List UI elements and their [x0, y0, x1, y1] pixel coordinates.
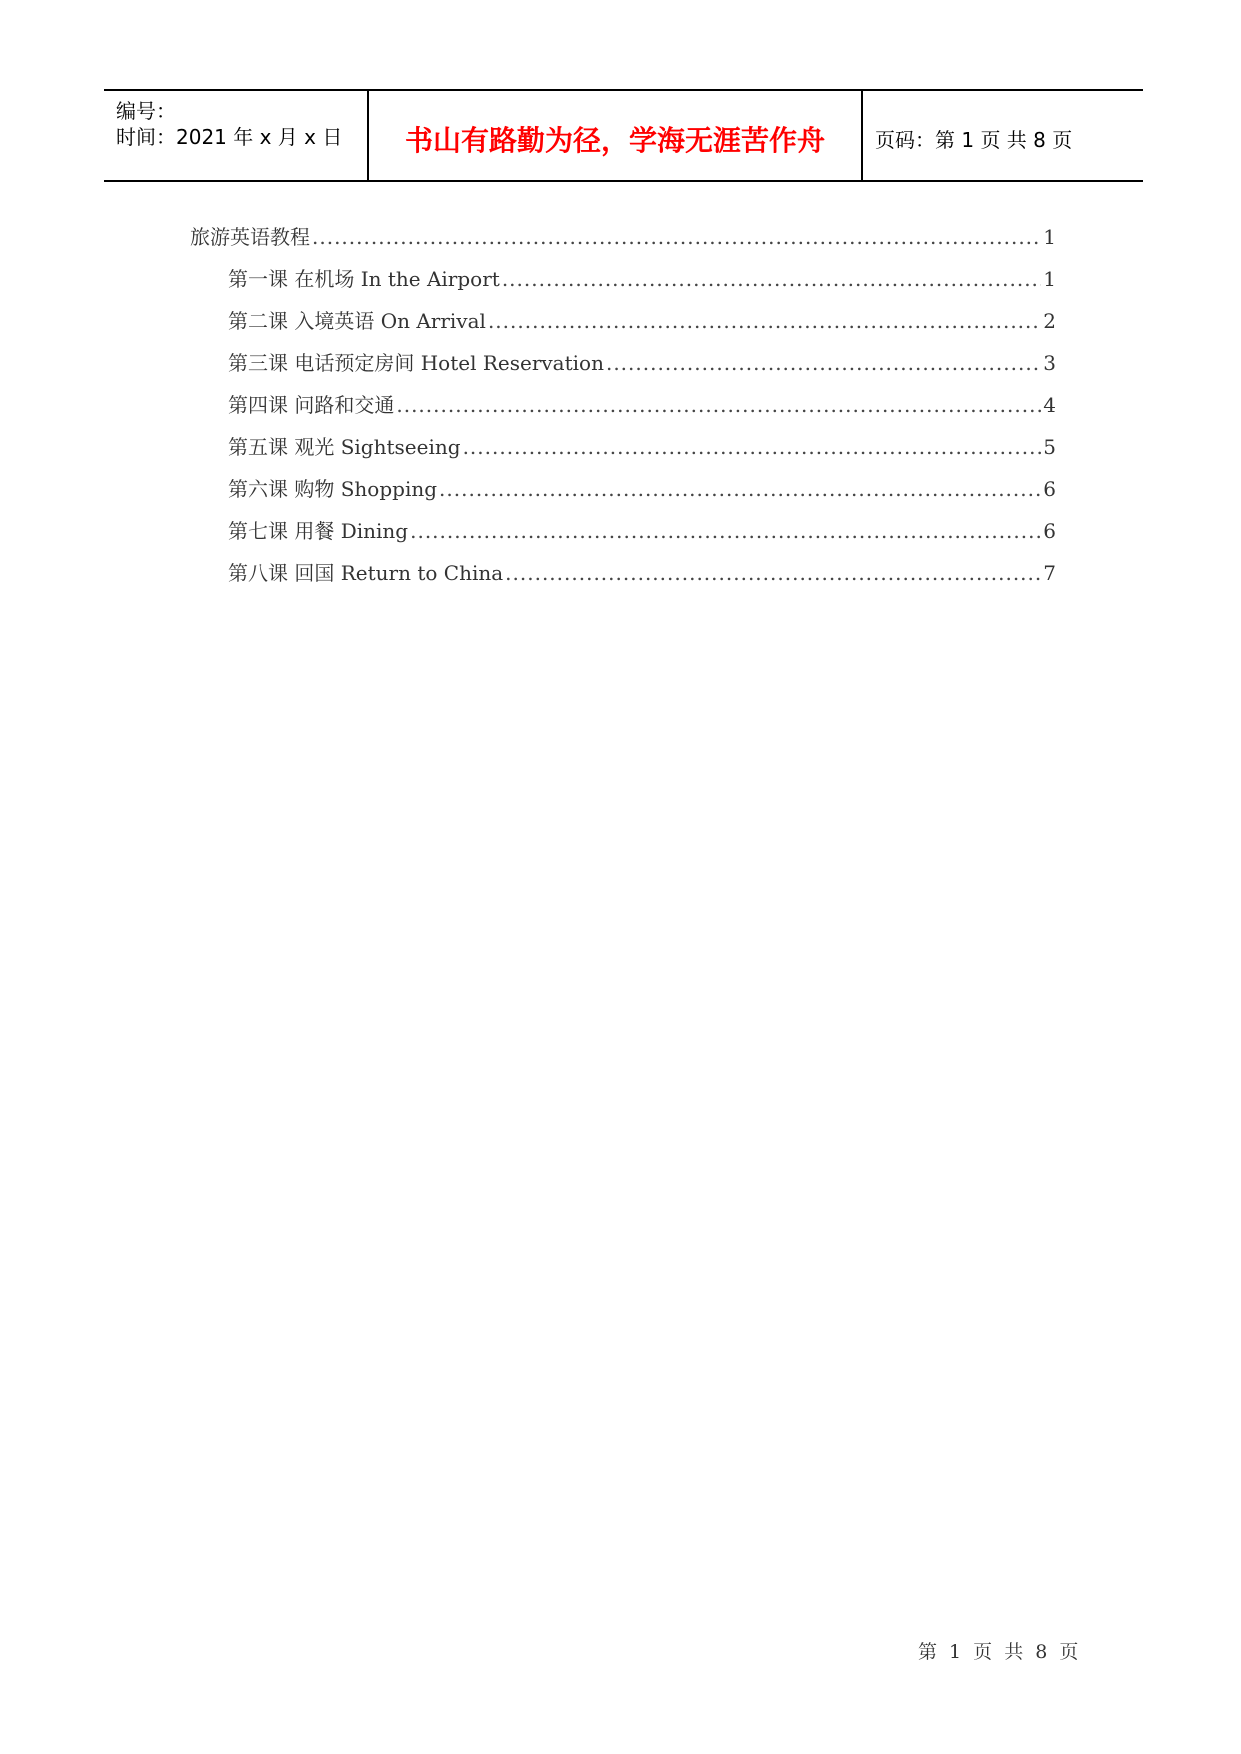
- toc-entry-label: 第二课 入境英语 On Arrival: [228, 309, 486, 333]
- toc-dot-leader: [463, 435, 1042, 459]
- toc-entry-lesson-5[interactable]: [228, 431, 1056, 461]
- toc-dot-leader: [439, 477, 1041, 501]
- toc-entry-label: 第四课 问路和交通: [228, 393, 395, 417]
- header-page-label: 页码：第 1 页 共 8 页: [875, 128, 1073, 152]
- toc-entry-page: 1: [1043, 267, 1056, 291]
- toc-dot-leader: [396, 393, 1041, 417]
- header-left-cell: [104, 91, 369, 180]
- toc-entry-page: 3: [1043, 351, 1056, 375]
- toc-entry-label: 第八课 回国 Return to China: [228, 561, 504, 585]
- page-footer: 第 1 页 共 8 页: [918, 1641, 1079, 1663]
- toc-entry-page: 7: [1043, 561, 1056, 585]
- toc-entry-page: 6: [1043, 477, 1056, 501]
- toc-entry-label: 第五课 观光 Sightseeing: [228, 435, 461, 459]
- toc-dot-leader: [312, 225, 1041, 249]
- toc-entry-lesson-4[interactable]: [228, 389, 1056, 419]
- toc-entry-lesson-2[interactable]: [228, 305, 1056, 335]
- header-center-cell: [369, 91, 863, 180]
- toc-entry-lesson-3[interactable]: [228, 347, 1056, 377]
- toc-entry-lesson-7[interactable]: [228, 515, 1056, 545]
- header-motto: 书山有路勤为径，学海无涯苦作舟: [404, 124, 825, 157]
- toc-entry-label: 旅游英语教程: [190, 225, 310, 249]
- toc-entry-page: 6: [1043, 519, 1056, 543]
- toc-entry-label: 第一课 在机场 In the Airport: [228, 267, 500, 291]
- toc-entry-lesson-1[interactable]: [228, 263, 1056, 293]
- toc-dot-leader: [488, 309, 1041, 333]
- toc-dot-leader: [410, 519, 1041, 543]
- header-right-cell: [863, 91, 1143, 180]
- toc-entry-title[interactable]: [190, 221, 1056, 251]
- toc-entry-page: 1: [1043, 225, 1056, 249]
- toc-dot-leader: [505, 561, 1041, 585]
- toc-dot-leader: [502, 267, 1041, 291]
- toc-entry-label: 第三课 电话预定房间 Hotel Reservation: [228, 351, 604, 375]
- toc-entry-page: 4: [1043, 393, 1056, 417]
- toc-entry-lesson-6[interactable]: [228, 473, 1056, 503]
- toc-dot-leader: [606, 351, 1041, 375]
- toc-entry-lesson-8[interactable]: [228, 557, 1056, 587]
- document-number-label: 编号：: [116, 99, 176, 123]
- toc-entry-page: 2: [1043, 309, 1056, 333]
- document-time-label: 时间：2021 年 x 月 x 日: [116, 125, 343, 149]
- toc-entry-label: 第六课 购物 Shopping: [228, 477, 438, 501]
- document-header: [104, 89, 1143, 182]
- toc-entry-label: 第七课 用餐 Dining: [228, 519, 409, 543]
- toc-entry-page: 5: [1043, 435, 1056, 459]
